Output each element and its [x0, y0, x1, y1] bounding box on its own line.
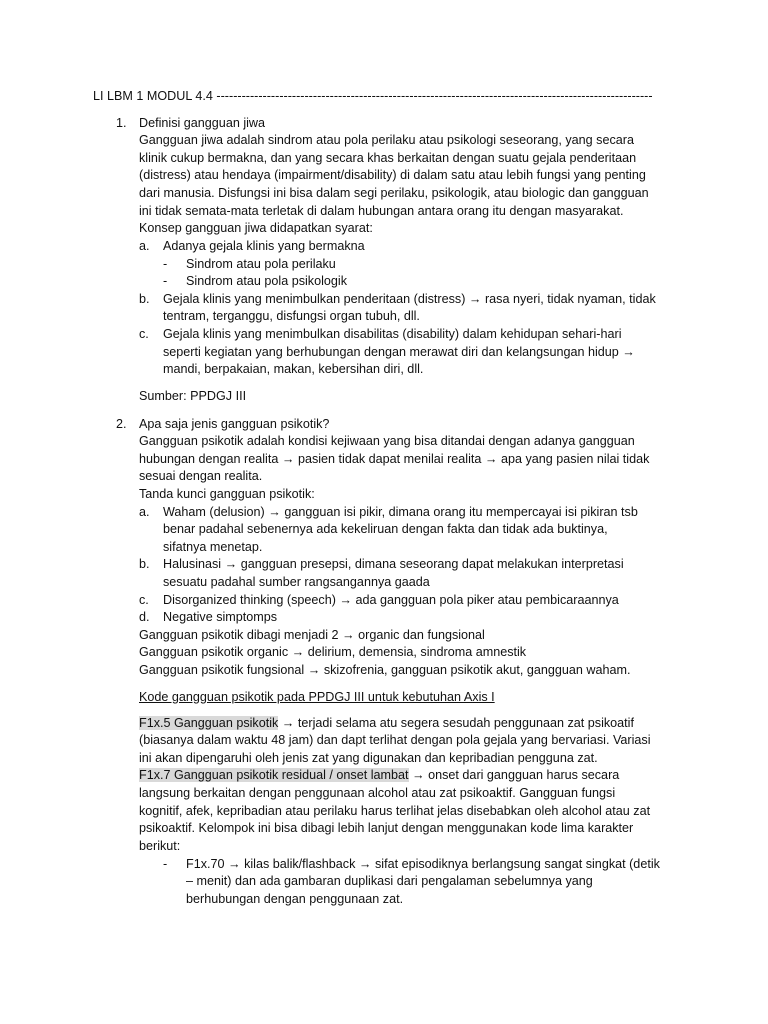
section-2-title: Apa saja jenis gangguan psikotik?	[139, 417, 330, 431]
list-marker: c.	[139, 327, 149, 341]
section-1-title: Definisi gangguan jiwa	[139, 116, 266, 130]
f15-code-highlight: F1x.5 Gangguan psikotik	[139, 716, 279, 730]
list-marker: d.	[139, 610, 150, 624]
list-marker: a.	[139, 505, 150, 519]
list-item: Gejala klinis yang menimbulkan penderitaan (distress) → rasa nyeri, tidak nyaman, tidak	[163, 292, 656, 306]
section-1-paragraph-line: Konsep gangguan jiwa didapatkan syarat:	[139, 221, 373, 235]
sub-list-item: Sindrom atau pola psikologik	[186, 274, 348, 288]
bullet-dash: -	[163, 274, 168, 288]
list-marker: a.	[139, 239, 150, 253]
f17-text-line: berikut:	[139, 839, 181, 853]
list-item-continuation: tentram, terganggu, disfungsi organ tubuh, dll.	[163, 309, 420, 323]
f17-text-line: langsung berkaitan dengan penggunaan alcohol atau zat psikoaktif. Gangguan fungsi	[139, 786, 616, 800]
f170-item-continuation: – menit) dan ada gambaran duplikasi dari pengalaman sebelumnya yang	[186, 874, 593, 888]
sub-list-item: Sindrom atau pola perilaku	[186, 257, 336, 271]
kode-heading: Kode gangguan psikotik pada PPDGJ III untuk kebutuhan Axis I	[139, 690, 495, 704]
section-1-paragraph-line: ini tidak semata-mata terletak di dalam hubungan antara orang itu dengan masyarakat.	[139, 204, 624, 218]
list-item: Adanya gejala klinis yang bermakna	[163, 239, 365, 253]
f170-item-continuation: berhubungan dengan penggunaan zat.	[186, 892, 404, 906]
list-item-continuation: sesuatu padahal sumber rangsangannya gaada	[163, 575, 430, 589]
section-2-paragraph-line: sesuai dengan realita.	[139, 469, 263, 483]
section-2-paragraph-line: hubungan dengan realita → pasien tidak dapat menilai realita → apa yang pasien nilai tidak	[139, 452, 650, 466]
section-1-paragraph-line: Gangguan jiwa adalah sindrom atau pola perilaku atau psikologi seseorang, yang secara	[139, 133, 634, 147]
list-item-continuation: benar padahal sebenernya ada kekeliruan dengan fakta dan tidak ada buktinya,	[163, 522, 608, 536]
f17-text-line: psikoaktif. Kelompok ini bisa dibagi lebih lanjut dengan menggunakan kode lima karakter	[139, 821, 634, 835]
bullet-dash: -	[163, 857, 168, 871]
f15-line	[139, 715, 634, 733]
f15-text-line: (biasanya dalam waktu 48 jam) dan dapt terlihat dengan pola gejala yang bervariasi. Variasi	[139, 733, 651, 747]
f17-line	[139, 767, 619, 785]
list-item: Negative simptomps	[163, 610, 278, 624]
section-2-paragraph-line: Tanda kunci gangguan psikotik:	[139, 487, 315, 501]
list-item: Waham (delusion) → gangguan isi pikir, dimana orang itu mempercayai isi pikiran tsb	[163, 505, 638, 519]
f15-text-line: ini akan dipengaruhi oleh jenis zat yang digunakan dan kepribadian pengguna zat.	[139, 751, 598, 765]
list-item: Disorganized thinking (speech) → ada gangguan pola piker atau pembicaraannya	[163, 593, 619, 607]
list-item-continuation: seperti kegiatan yang berhubungan dengan merawat diri dan kelangsungan hidup →	[163, 345, 635, 359]
list-item-continuation: mandi, berpakaian, makan, kebersihan diri, dll.	[163, 362, 424, 376]
f15-description: → terjadi selama atu segera sesudah penggunaan zat psikoatif	[278, 716, 634, 730]
section-2-text-line: Gangguan psikotik dibagi menjadi 2 → organic dan fungsional	[139, 628, 485, 642]
section-2-number: 2.	[116, 417, 127, 431]
source-note: Sumber: PPDGJ III	[139, 389, 247, 403]
f170-item: F1x.70 → kilas balik/flashback → sifat episodiknya berlangsung sangat singkat (detik	[186, 857, 660, 871]
list-item-continuation: sifatnya menetap.	[163, 540, 263, 554]
list-marker: c.	[139, 593, 149, 607]
section-2-text-line: Gangguan psikotik organic → delirium, demensia, sindroma amnestik	[139, 645, 527, 659]
f17-description: → onset dari gangguan harus secara	[408, 768, 620, 782]
section-1-paragraph-line: klinik cukup bermakna, dan yang secara khas berkaitan dengan suatu gejala penderitaan	[139, 151, 637, 165]
list-item: Halusinasi → gangguan presepsi, dimana seseorang dapat melakukan interpretasi	[163, 557, 624, 571]
document-header: LI LBM 1 MODUL 4.4 --------------------------------------------------------------------------------------------------------	[93, 89, 653, 103]
bullet-dash: -	[163, 257, 168, 271]
f17-text-line: kognitif, afek, kepribadian atau perilaku harus terlihat jelas disebabkan oleh alcohol atau zat	[139, 804, 651, 818]
section-1-number: 1.	[116, 116, 127, 130]
section-1-paragraph-line: dari manusia. Disfungsi ini bisa dalam segi perilaku, psikologik, atau biologic dan gangguan	[139, 186, 649, 200]
list-marker: b.	[139, 557, 150, 571]
list-marker: b.	[139, 292, 150, 306]
list-item: Gejala klinis yang menimbulkan disabilitas (disability) dalam kehidupan sehari-hari	[163, 327, 622, 341]
section-2-paragraph-line: Gangguan psikotik adalah kondisi kejiwaan yang bisa ditandai dengan adanya gangguan	[139, 434, 635, 448]
f17-code-highlight: F1x.7 Gangguan psikotik residual / onset lambat	[139, 768, 409, 782]
section-2-text-line: Gangguan psikotik fungsional → skizofrenia, gangguan psikotik akut, gangguan waham.	[139, 663, 631, 677]
section-1-paragraph-line: (distress) atau hendaya (impairment/disability) di dalam satu atau lebih fungsi yang penting	[139, 168, 646, 182]
